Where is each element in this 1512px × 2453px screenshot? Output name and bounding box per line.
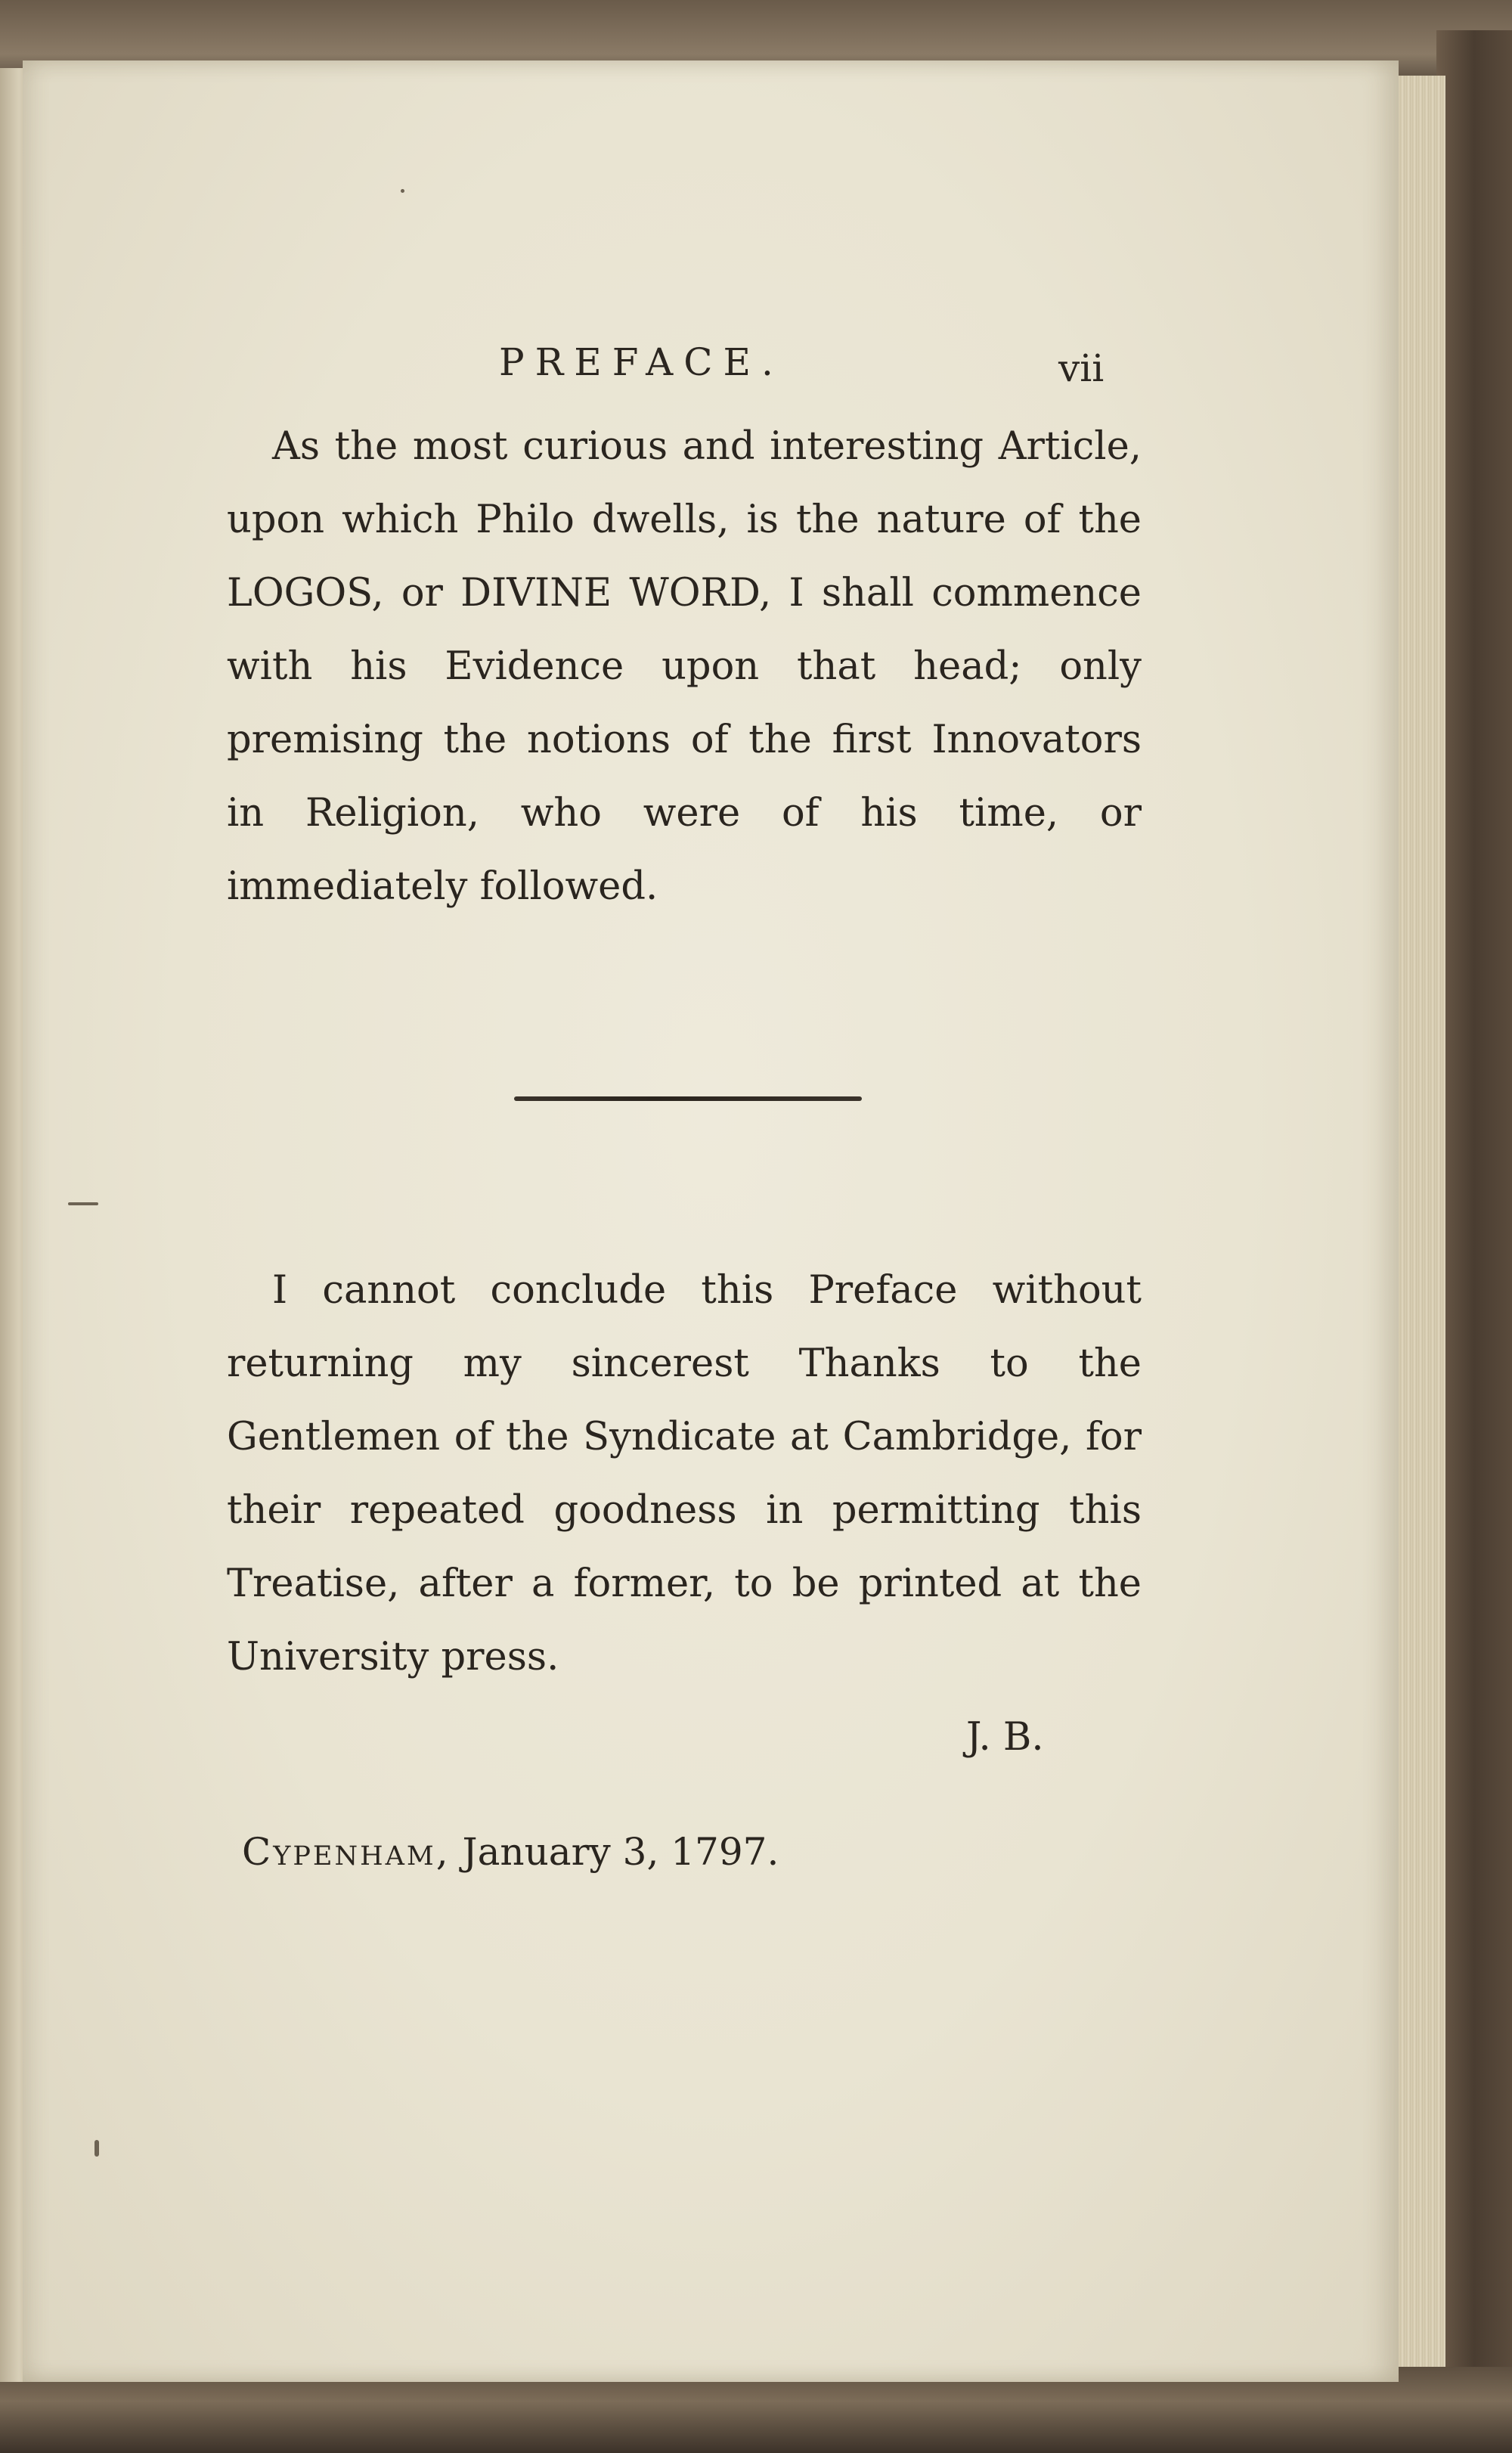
- book-cover-right-edge: [1436, 30, 1512, 2420]
- author-signature: J. B.: [966, 1715, 1044, 1760]
- dateline: [242, 1830, 779, 1874]
- page-number: vii: [1058, 346, 1105, 390]
- book-page: [23, 60, 1399, 2382]
- dateline-date: January 3, 1797.: [462, 1830, 779, 1874]
- page-header: [23, 340, 1399, 401]
- paragraph-logos: [227, 410, 1142, 923]
- running-head: PREFACE.: [499, 340, 784, 384]
- paragraph-text: As the most curious and interesting Article, upon which Philo dwells, is the nature of the LOGOS, or DIVINE WORD, I shall commence with his Evidence upon that head; only premising the notions of the first Innovators in Religion, who were of his time, or immediately followed.: [227, 424, 1142, 909]
- section-divider-rule: [514, 1096, 862, 1101]
- page-edges: [1391, 76, 1445, 2389]
- paragraph-text: I cannot conclude this Preface without returning my sincerest Thanks to the Gentlemen of the Syndicate at Cambridge, for their repeated goodness in permitting this Treatise, after a former, to be printed at the University press.: [227, 1268, 1142, 1679]
- paper-speck: [94, 2140, 99, 2157]
- paper-speck: [401, 189, 404, 193]
- paragraph-thanks: [227, 1254, 1142, 1694]
- dateline-place: Cypenham,: [242, 1830, 451, 1874]
- paper-speck: [68, 1202, 98, 1205]
